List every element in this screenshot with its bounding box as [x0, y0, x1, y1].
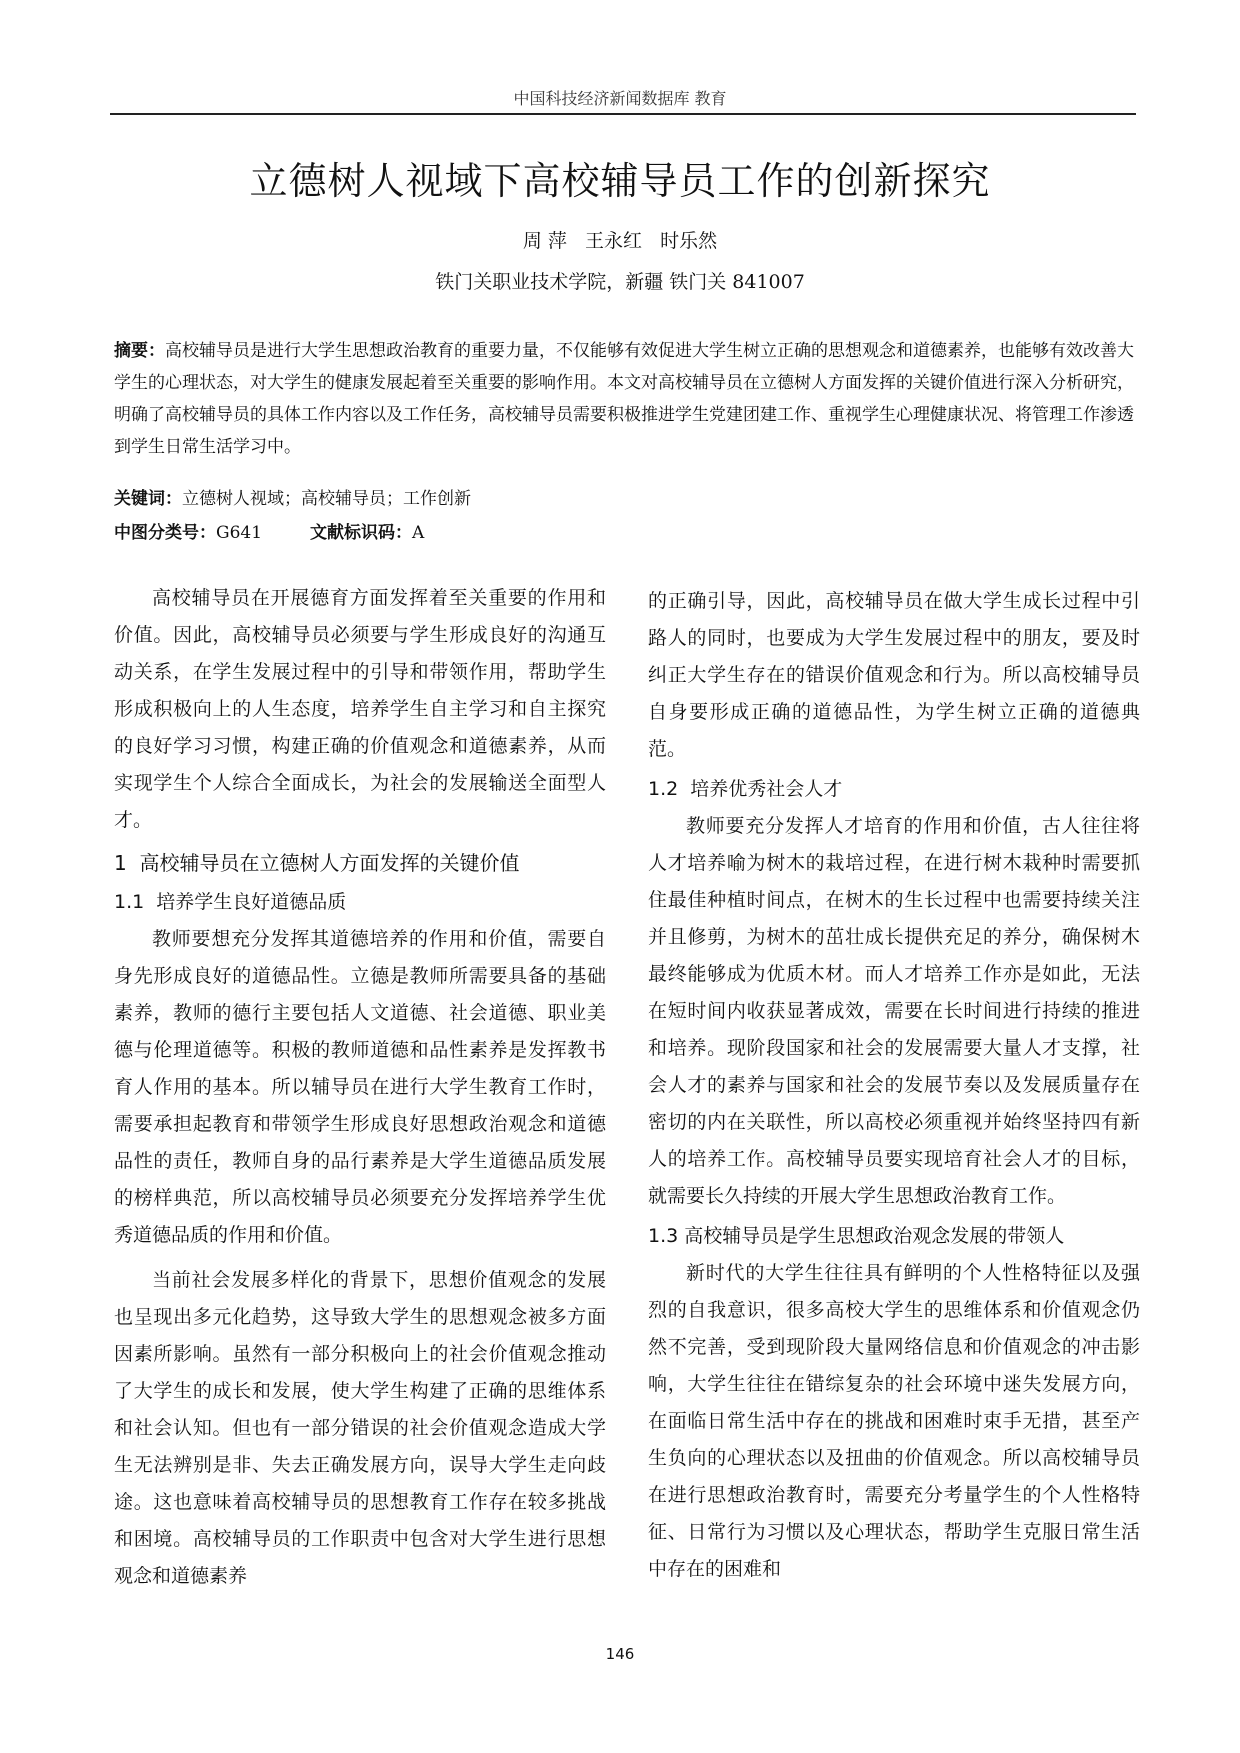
section-heading-1-2: 1.2 培养优秀社会人才	[648, 778, 843, 800]
article-title: 立德树人视域下高校辅导员工作的创新探究	[249, 159, 991, 203]
keywords	[114, 484, 1134, 509]
header-rule	[110, 113, 1136, 115]
paragraph: 教师要充分发挥人才培育的作用和价值，古人往往将人才培养喻为树木的栽培过程，在进行树木栽种时需要抓住最佳种植时间点，在树木的生长过程中也需要持续关注并且修剪，为树木的茁壮成长提供充足的养分，确保树木最终能够成为优质木材。而人才培养工作亦是如此，无法在短时间内收获显著成效，需要在长时间进行持续的推进和培养。现阶段国家和社会的发展需要大量人才支撑，社会人才的素养与国家和社会的发展节奏以及发展质量存在密切的内在关联性，所以高校必须重视并始终坚持四有新人的培养工作。高校辅导员要实现培育社会人才的目标，就需要长久持续的开展大学生思想政治教育工作。	[648, 815, 1140, 1207]
doc-code-label: 文献标识码：	[310, 523, 413, 543]
paragraph-continued: 的正确引导，因此，高校辅导员在做大学生成长过程中引路人的同时，也要成为大学生发展过程中的朋友，要及时纠正大学生存在的错误价值观念和行为。所以高校辅导员自身要形成正确的道德品性，为学生树立正确的道德典范。	[648, 590, 1140, 760]
left-column	[114, 580, 606, 1595]
paragraph: 教师要想充分发挥其道德培养的作用和价值，需要自身先形成良好的道德品性。立德是教师所需要具备的基础素养，教师的德行主要包括人文道德、社会道德、职业美德与伦理道德等。积极的教师道德和品性素养是发挥教书育人作用的基本。所以辅导员在进行大学生教育工作时，需要承担起教育和带领学生形成良好思想政治观念和道德品性的责任，教师自身的品行素养是大学生道德品质发展的榜样典范，所以高校辅导员必须要充分发挥培养学生优秀道德品质的作用和价值。	[114, 928, 606, 1246]
paragraph: 高校辅导员在开展德育方面发挥着至关重要的作用和价值。因此，高校辅导员必须要与学生形成良好的沟通互动关系，在学生发展过程中的引导和带领作用，帮助学生形成积极向上的人生态度，培养学生自主学习和自主探究的良好学习习惯，构建正确的价值观念和道德素养，从而实现学生个人综合全面成长，为社会的发展输送全面型人才。	[114, 587, 606, 831]
section-heading-1: 1 高校辅导员在立德树人方面发挥的关键价值	[114, 851, 520, 875]
right-column	[648, 583, 1140, 1588]
paragraph: 新时代的大学生往往具有鲜明的个人性格特征以及强烈的自我意识，很多高校大学生的思维体系和价值观念仍然不完善，受到现阶段大量网络信息和价值观念的冲击影响，大学生往往在错综复杂的社会环境中迷失发展方向，在面临日常生活中存在的挑战和困难时束手无措，甚至产生负向的心理状态以及扭曲的价值观念。所以高校辅导员在进行思想政治教育时，需要充分考量学生的个人性格特征、日常行为习惯以及心理状态，帮助学生克服日常生活中存在的困难和	[648, 1262, 1140, 1580]
keywords-text: 立德树人视域；高校辅导员；工作创新	[182, 489, 471, 509]
paragraph: 当前社会发展多样化的背景下，思想价值观念的发展也呈现出多元化趋势，这导致大学生的思想观念被多方面因素所影响。虽然有一部分积极向上的社会价值观念推动了大学生的成长和发展，使大学生构建了正确的思维体系和社会认知。但也有一部分错误的社会价值观念造成大学生无法辨别是非、失去正确发展方向，误导大学生走向歧途。这也意味着高校辅导员的思想教育工作存在较多挑战和困境。高校辅导员的工作职责中包含对大学生进行思想观念和道德素养	[114, 1269, 606, 1587]
section-heading-1-1: 1.1 培养学生良好道德品质	[114, 891, 347, 913]
keywords-label: 关键词：	[114, 489, 182, 509]
doc-code-value: A	[412, 523, 425, 543]
running-header: 中国科技经济新闻数据库 教育	[513, 89, 727, 108]
abstract-text: 高校辅导员是进行大学生思想政治教育的重要力量，不仅能够有效促进大学生树立正确的思想观念和道德素养，也能够有效改善大学生的心理状态，对大学生的健康发展起着至关重要的影响作用。本文对高校辅导员在立德树人方面发挥的关键价值进行深入分析研究，明确了高校辅导员的具体工作内容以及工作任务，高校辅导员需要积极推进学生党建团建工作、重视学生心理健康状况、将管理工作渗透到学生日常生活学习中。	[114, 341, 1134, 457]
author-list: 周 萍 王永红 时乐然	[522, 230, 718, 252]
clc-label: 中图分类号：	[114, 523, 216, 543]
classification-line	[114, 518, 1134, 543]
abstract	[114, 335, 1134, 463]
abstract-label: 摘要：	[114, 341, 165, 361]
section-heading-1-3: 1.3 高校辅导员是学生思想政治观念发展的带领人	[648, 1225, 1065, 1247]
affiliation: 铁门关职业技术学院，新疆 铁门关 841007	[435, 271, 805, 293]
page-number: 146	[605, 1645, 635, 1663]
clc-value: G641	[216, 523, 263, 543]
